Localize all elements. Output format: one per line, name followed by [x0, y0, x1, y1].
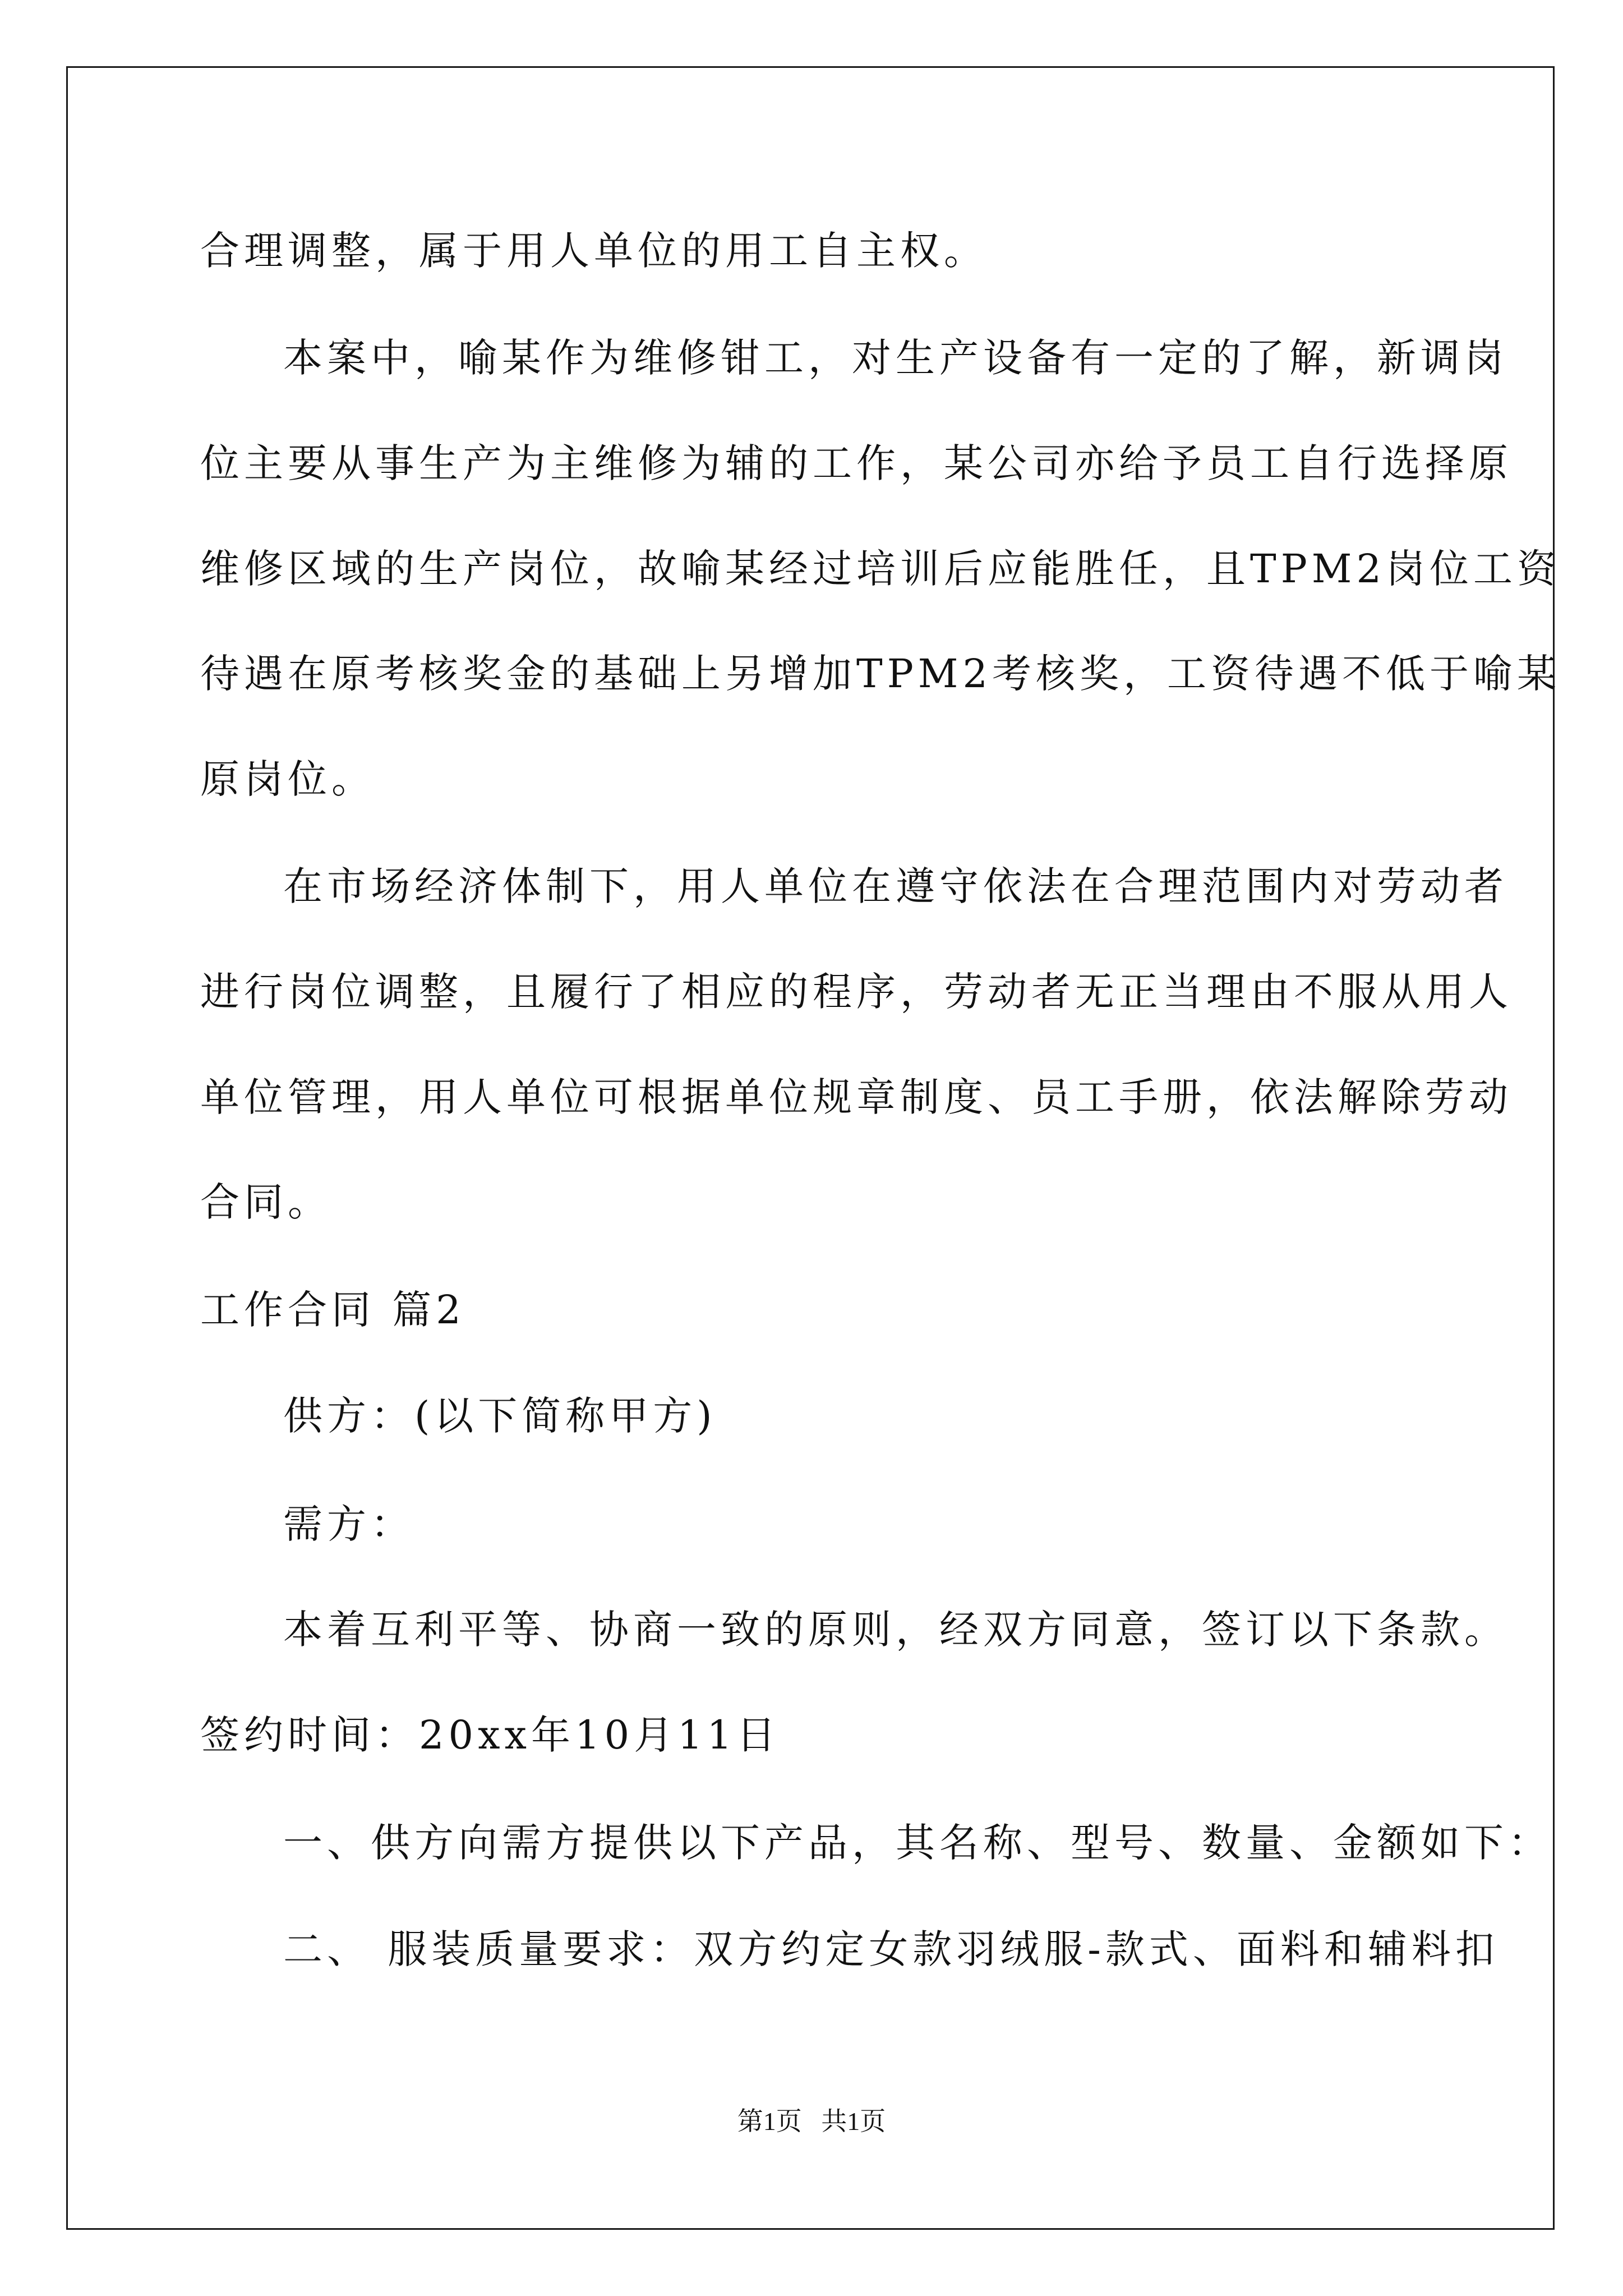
paragraph-line: 待遇在原考核奖金的基础上另增加TPM2考核奖，工资待遇不低于喻某 — [200, 651, 1561, 697]
paragraph-line: 进行岗位调整，且履行了相应的程序，劳动者无正当理由不服从用人 — [200, 969, 1513, 1015]
paragraph-line: 供方：(以下简称甲方) — [283, 1393, 717, 1439]
paragraph-line: 在市场经济体制下，用人单位在遵守依法在合理范围内对劳动者 — [283, 863, 1508, 909]
paragraph-line: 合理调整，属于用人单位的用工自主权。 — [200, 228, 988, 274]
page-border — [66, 66, 1555, 2230]
paragraph-line: 单位管理，用人单位可根据单位规章制度、员工手册，依法解除劳动 — [200, 1074, 1513, 1120]
paragraph-line: 合同。 — [200, 1179, 331, 1225]
paragraph-line: 需方： — [283, 1501, 414, 1547]
paragraph-line: 签约时间：20xx年10月11日 — [200, 1712, 781, 1758]
section-heading: 工作合同 篇2 — [200, 1287, 465, 1333]
paragraph-line: 本着互利平等、协商一致的原则，经双方同意，签订以下条款。 — [283, 1607, 1508, 1653]
page-footer: 第1页 共1页 — [737, 2107, 886, 2136]
paragraph-line: 原岗位。 — [200, 756, 375, 802]
paragraph-line: 本案中，喻某作为维修钳工，对生产设备有一定的了解，新调岗 — [283, 335, 1508, 381]
paragraph-line: 二、 服装质量要求：双方约定女款羽绒服-款式、面料和辅料扣 — [283, 1926, 1499, 1972]
paragraph-line: 一、供方向需方提供以下产品，其名称、型号、数量、金额如下： — [283, 1820, 1552, 1866]
paragraph-line: 维修区域的生产岗位，故喻某经过培训后应能胜任，且TPM2岗位工资 — [200, 546, 1561, 592]
paragraph-line: 位主要从事生产为主维修为辅的工作，某公司亦给予员工自行选择原 — [200, 440, 1513, 486]
